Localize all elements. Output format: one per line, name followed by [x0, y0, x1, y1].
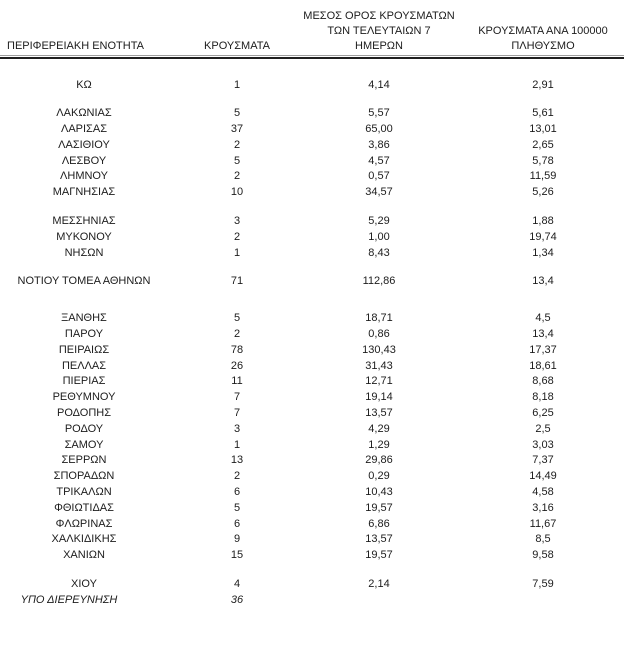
- table-row: [0, 138, 624, 154]
- per100k-value: 9,58: [532, 549, 554, 562]
- table-row: [0, 374, 624, 390]
- cases-value: 3: [233, 214, 241, 227]
- per100k-value: 8,68: [532, 375, 554, 388]
- region-name: ΚΩ: [76, 79, 92, 92]
- cases-value: 3: [233, 422, 241, 435]
- cases-value: 2: [233, 230, 241, 243]
- avg7-value: 13,57: [365, 533, 393, 546]
- table-row: [0, 230, 624, 246]
- cases-value: 2: [233, 470, 241, 483]
- region-name: ΠΕΙΡΑΙΩΣ: [58, 343, 110, 356]
- per100k-value: 13,4: [532, 275, 554, 288]
- per100k-value: 7,59: [532, 577, 554, 590]
- region-name: ΧΑΛΚΙΔΙΚΗΣ: [51, 533, 117, 546]
- region-name: ΠΑΡΟΥ: [64, 327, 104, 340]
- per100k-value: 1,34: [532, 246, 554, 259]
- cases-value: 26: [230, 359, 244, 372]
- cases-value: 2: [233, 138, 241, 151]
- region-name: ΛΕΣΒΟΥ: [61, 154, 107, 167]
- table-row: [0, 311, 624, 327]
- per100k-value: 4,5: [535, 312, 551, 325]
- table-row: [0, 154, 624, 170]
- per100k-value: 11,59: [529, 170, 557, 183]
- per100k-value: 14,49: [529, 470, 557, 483]
- avg7-value: 1,29: [368, 438, 390, 451]
- table-row: [0, 359, 624, 375]
- avg7-value: 4,57: [368, 154, 390, 167]
- region-name: ΧΙΟΥ: [71, 577, 97, 590]
- avg7-value: 65,00: [365, 122, 393, 135]
- cases-value: 78: [230, 343, 244, 356]
- cases-value: 13: [230, 454, 244, 467]
- cases-value: 2: [233, 170, 241, 183]
- cases-value: 71: [230, 275, 244, 288]
- column-header-region: [0, 39, 190, 54]
- table-row: [0, 343, 624, 359]
- per100k-value: 17,37: [529, 343, 557, 356]
- avg7-value: 130,43: [362, 343, 396, 356]
- avg7-value: 5,29: [368, 214, 390, 227]
- cases-value: 7: [233, 406, 241, 419]
- region-name: ΡΟΔΟΥ: [64, 422, 104, 435]
- column-header-label-line2: ΠΛΗΘΥΣΜΟ: [511, 39, 575, 52]
- avg7-value: 6,86: [368, 517, 390, 530]
- per100k-value: 5,26: [532, 186, 554, 199]
- region-name: ΣΑΜΟΥ: [64, 438, 104, 451]
- avg7-value: 19,14: [365, 391, 393, 404]
- table-row: [0, 577, 624, 593]
- avg7-value: 29,86: [365, 454, 393, 467]
- table-row: [0, 469, 624, 485]
- table-row: [0, 327, 624, 343]
- per100k-value: 13,01: [529, 122, 557, 135]
- table-row: [0, 246, 624, 262]
- avg7-value: 0,86: [368, 327, 390, 340]
- cases-value: 36: [230, 593, 244, 606]
- region-name: ΤΡΙΚΑΛΩΝ: [56, 485, 112, 498]
- region-name: ΛΑΡΙΣΑΣ: [60, 122, 107, 135]
- avg7-value: [284, 593, 474, 609]
- table-row: [0, 532, 624, 548]
- avg7-value: 18,71: [365, 312, 393, 325]
- per100k-value: 13,4: [532, 327, 554, 340]
- cases-value: 5: [233, 154, 241, 167]
- avg7-value: 19,57: [365, 501, 393, 514]
- cases-value: 9: [233, 533, 241, 546]
- column-header-label-line1: ΜΕΣΟΣ ΟΡΟΣ ΚΡΟΥΣΜΑΤΩΝ: [303, 10, 455, 22]
- column-header-label: ΚΡΟΥΣΜΑΤΑ: [204, 39, 270, 52]
- avg7-value: 8,43: [368, 246, 390, 259]
- table-body: [0, 59, 624, 608]
- region-name: ΝΟΤΙΟΥ ΤΟΜΕΑ ΑΘΗΝΩΝ: [17, 275, 151, 288]
- table-row: [0, 422, 624, 438]
- region-name: ΛΑΣΙΘΙΟΥ: [58, 138, 110, 151]
- region-name: ΡΟΔΟΠΗΣ: [56, 406, 112, 419]
- table-row: [0, 548, 624, 564]
- cases-value: 6: [233, 517, 241, 530]
- avg7-value: 2,14: [368, 577, 390, 590]
- per100k-value: 6,25: [532, 406, 554, 419]
- cases-value: 10: [230, 186, 244, 199]
- table-row: [0, 485, 624, 501]
- region-name: ΜΕΣΣΗΝΙΑΣ: [52, 214, 116, 227]
- cases-value: 5: [233, 501, 241, 514]
- column-header-cases: [190, 39, 284, 54]
- table-row: [0, 122, 624, 138]
- region-name: ΜΑΓΝΗΣΙΑΣ: [52, 186, 116, 199]
- per100k-value: [474, 593, 624, 609]
- cases-value: 1: [233, 79, 241, 92]
- table-row: [0, 169, 624, 185]
- table-row: [0, 214, 624, 230]
- table-row: [0, 274, 624, 290]
- per100k-value: 2,91: [532, 79, 554, 92]
- per100k-value: 3,16: [532, 501, 554, 514]
- region-name: ΠΙΕΡΙΑΣ: [62, 375, 106, 388]
- table-row: [0, 406, 624, 422]
- region-name: ΞΑΝΘΗΣ: [61, 312, 107, 325]
- cases-value: 1: [233, 438, 241, 451]
- region-name: ΣΕΡΡΩΝ: [61, 454, 107, 467]
- per100k-value: 11,67: [529, 517, 557, 530]
- cases-value: 6: [233, 485, 241, 498]
- table-row: [0, 438, 624, 454]
- region-name: ΡΕΘΥΜΝΟΥ: [52, 391, 116, 404]
- cases-value: 37: [230, 122, 244, 135]
- cases-value: 5: [233, 107, 241, 120]
- avg7-value: 10,43: [365, 485, 393, 498]
- cases-value: 4: [233, 577, 241, 590]
- table-row: [0, 78, 624, 94]
- column-header-label-line1: ΚΡΟΥΣΜΑΤΑ ΑΝΑ 100000: [478, 24, 608, 37]
- region-name: ΛΑΚΩΝΙΑΣ: [56, 107, 112, 120]
- cases-value: 5: [233, 312, 241, 325]
- table-row: [0, 593, 624, 609]
- avg7-value: 19,57: [365, 549, 393, 562]
- table-row: [0, 106, 624, 122]
- table-row: [0, 501, 624, 517]
- region-name: ΦΛΩΡΙΝΑΣ: [55, 517, 113, 530]
- per100k-value: 2,5: [535, 422, 551, 435]
- avg7-value: 4,29: [368, 422, 390, 435]
- cases-value: 1: [233, 246, 241, 259]
- per100k-value: 19,74: [529, 230, 557, 243]
- column-header-label: ΠΕΡΙΦΕΡΕΙΑΚΗ ΕΝΟΤΗΤΑ: [7, 39, 144, 52]
- column-header-7day-average: [284, 9, 474, 53]
- table-row: [0, 185, 624, 201]
- cases-value: 11: [231, 375, 243, 388]
- region-name: ΠΕΛΛΑΣ: [61, 359, 107, 372]
- per100k-value: 3,03: [532, 438, 554, 451]
- per100k-value: 8,18: [532, 391, 554, 404]
- avg7-value: 5,57: [368, 107, 390, 120]
- avg7-value: 112,86: [362, 275, 396, 288]
- avg7-value: 4,14: [368, 79, 390, 92]
- table-header: [0, 0, 624, 53]
- column-header-per-100000: [474, 24, 624, 54]
- column-header-label-line3: ΗΜΕΡΩΝ: [355, 39, 403, 52]
- avg7-value: 3,86: [368, 138, 390, 151]
- per100k-value: 8,5: [535, 533, 551, 546]
- table-row: [0, 453, 624, 469]
- avg7-value: 13,57: [365, 406, 393, 419]
- region-name: ΝΗΣΩΝ: [64, 246, 104, 259]
- per100k-value: 4,58: [532, 485, 554, 498]
- per100k-value: 5,78: [532, 154, 554, 167]
- column-header-label-line2: ΤΩΝ ΤΕΛΕΥΤΑΙΩΝ 7: [327, 24, 431, 37]
- avg7-value: 34,57: [365, 186, 393, 199]
- per100k-value: 18,61: [529, 359, 557, 372]
- avg7-value: 1,00: [368, 230, 390, 243]
- cases-value: 2: [233, 327, 241, 340]
- table-row: [0, 390, 624, 406]
- region-name: ΧΑΝΙΩΝ: [63, 549, 105, 562]
- region-name: ΜΥΚΟΝΟΥ: [56, 230, 112, 243]
- per100k-value: 1,88: [532, 214, 554, 227]
- table-row: [0, 517, 624, 533]
- avg7-value: 0,29: [368, 470, 390, 483]
- per100k-value: 7,37: [532, 454, 554, 467]
- avg7-value: 31,43: [365, 359, 393, 372]
- region-name: ΣΠΟΡΑΔΩΝ: [53, 470, 115, 483]
- avg7-value: 12,71: [365, 375, 393, 388]
- avg7-value: 0,57: [368, 170, 390, 183]
- per100k-value: 5,61: [532, 107, 554, 120]
- cases-value: 7: [233, 391, 241, 404]
- per100k-value: 2,65: [532, 138, 554, 151]
- cases-value: 15: [230, 549, 244, 562]
- region-name: ΦΘΙΩΤΙΔΑΣ: [54, 501, 114, 514]
- region-name: ΛΗΜΝΟΥ: [60, 170, 108, 183]
- region-name: ΥΠΟ ΔΙΕΡΕΥΝΗΣΗ: [20, 593, 118, 606]
